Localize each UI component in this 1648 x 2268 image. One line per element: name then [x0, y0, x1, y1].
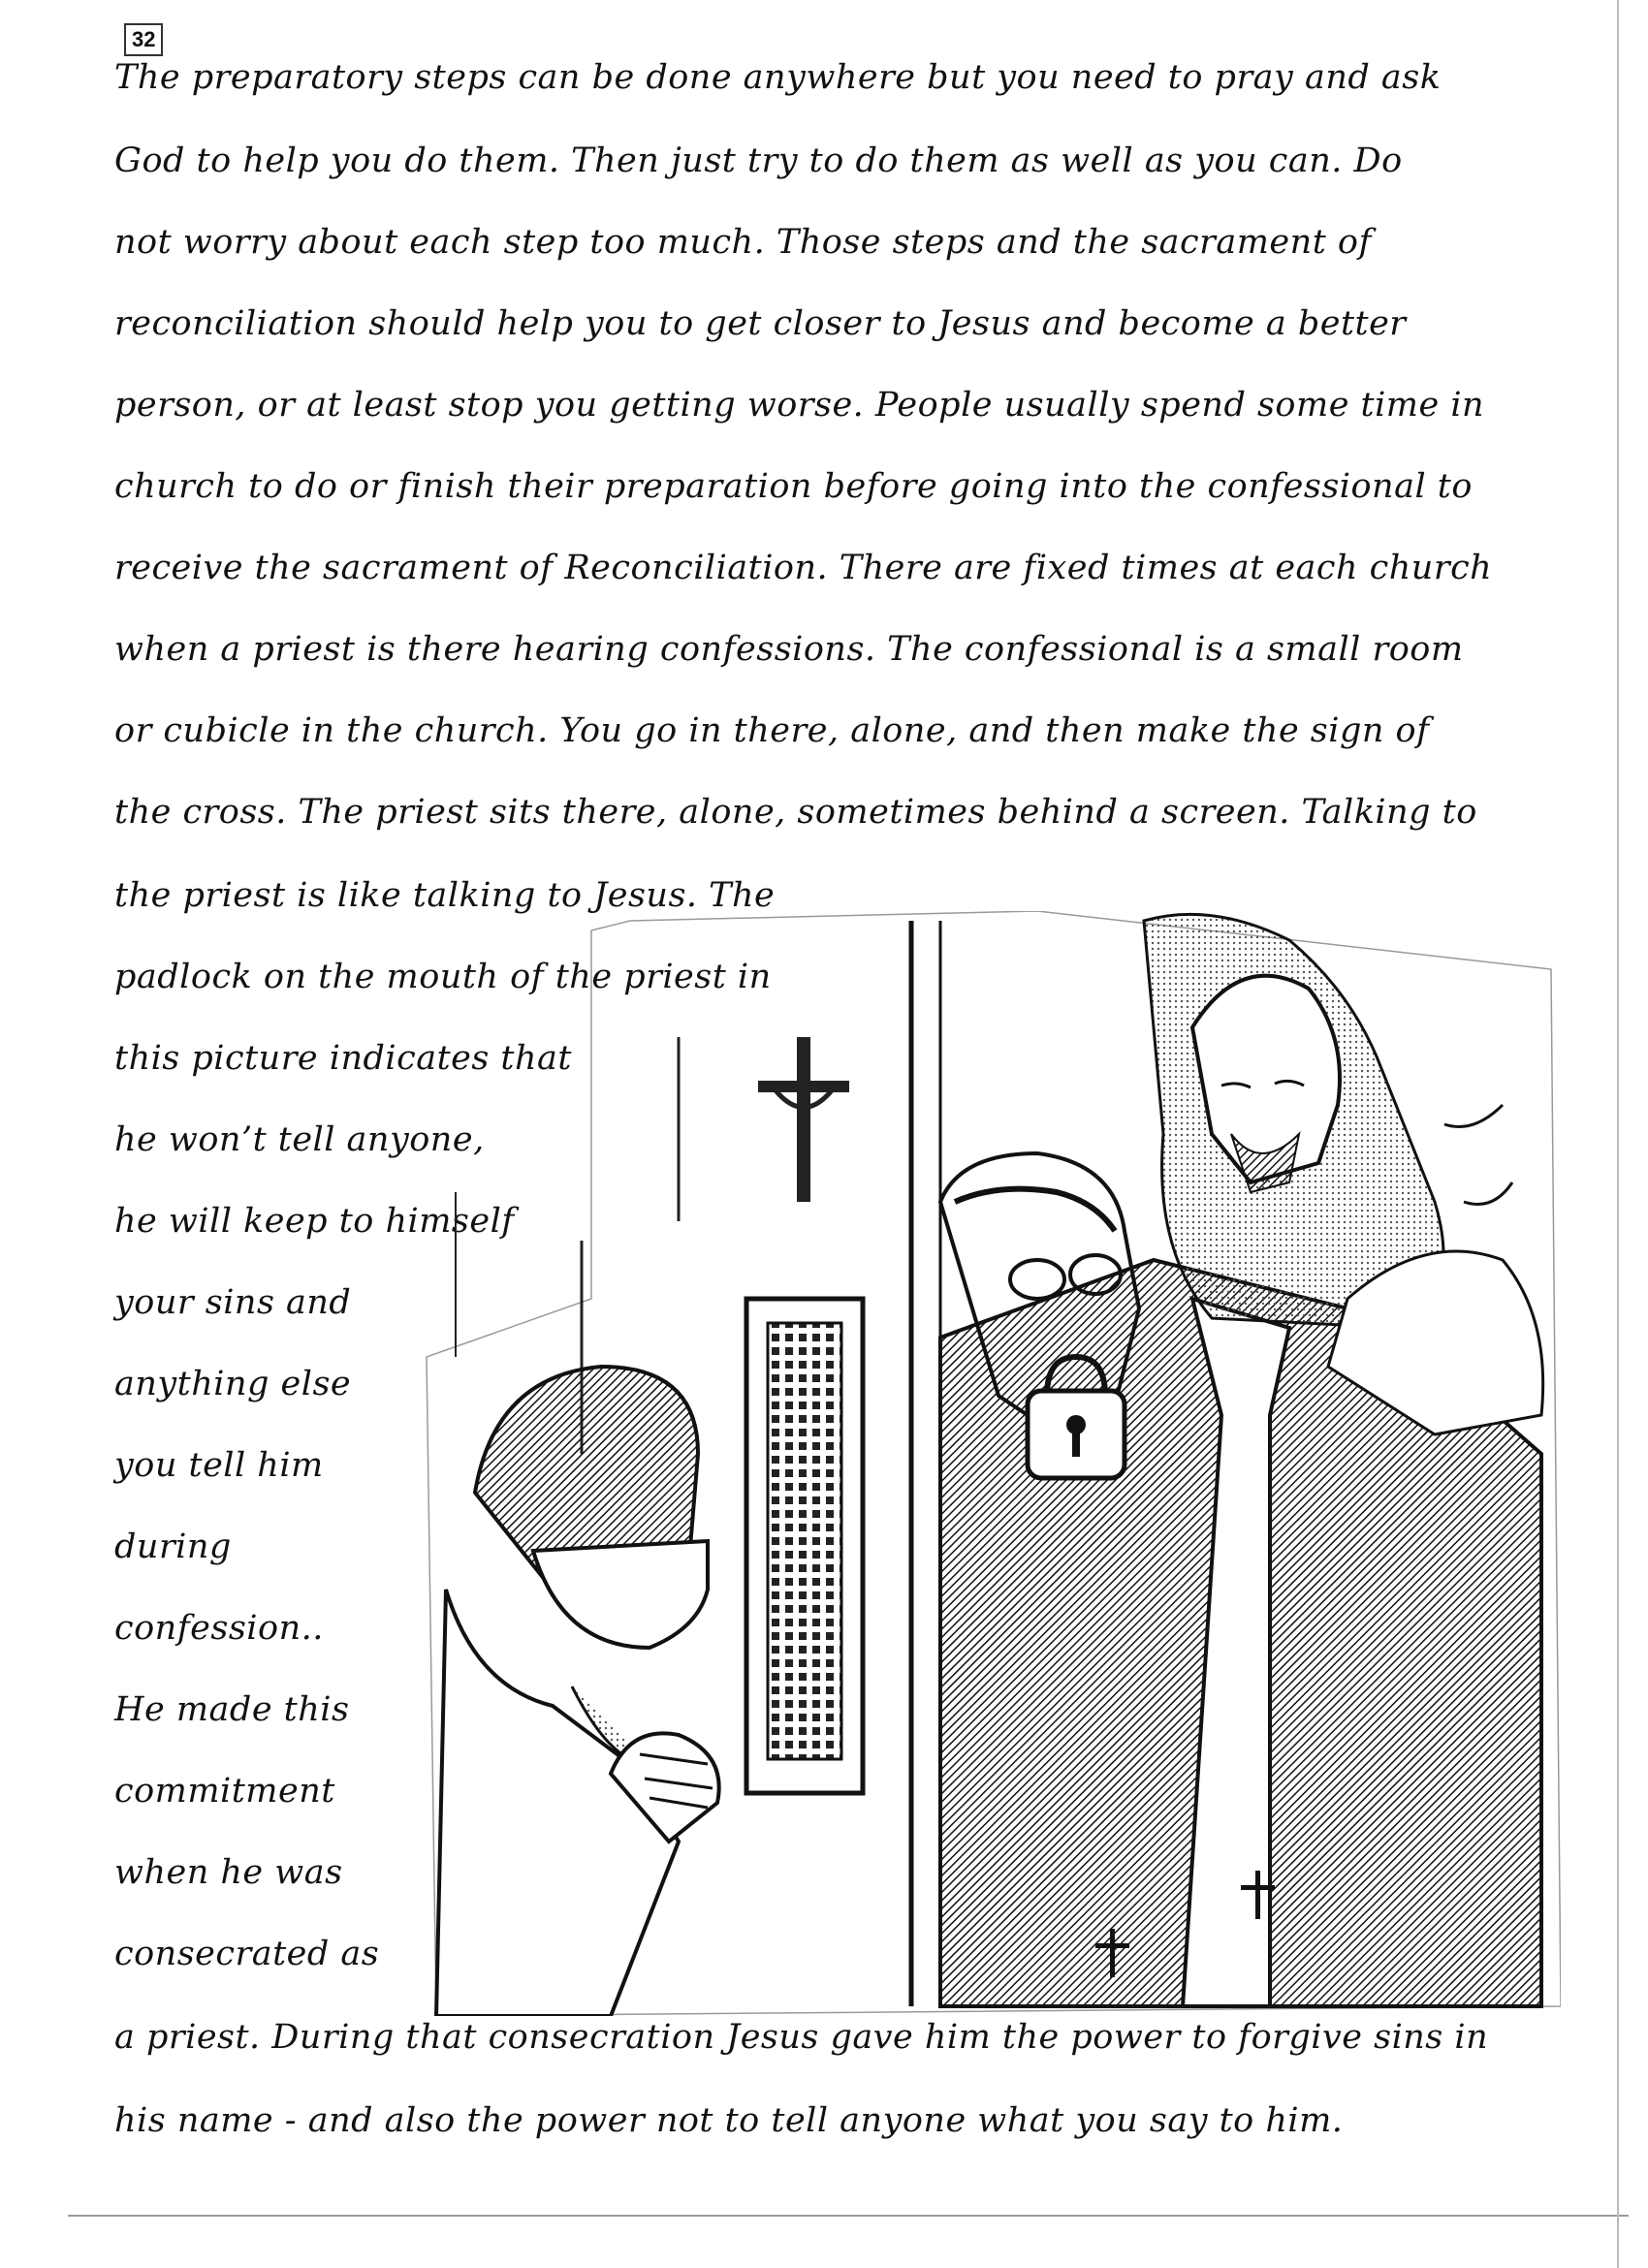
text-line: commitment — [114, 1772, 335, 1811]
text-line: The preparatory steps can be done anywhere but you need to pray and ask — [114, 58, 1442, 97]
text-line: consecrated as — [114, 1935, 380, 1973]
page-number: 32 — [124, 23, 163, 56]
text-line: God to help you do them. Then just try to do them as well as you can. Do — [114, 142, 1403, 180]
kneeling-penitent — [436, 1367, 719, 2016]
text-line: receive the sacrament of Reconciliation. There are fixed times at each church — [114, 549, 1493, 587]
text-line: anything else — [114, 1365, 352, 1403]
text-line: not worry about each step too much. Those steps and the sacrament of — [114, 223, 1372, 262]
text-line: your sins and — [114, 1283, 352, 1322]
text-line: church to do or finish their preparation before going into the confessional to — [114, 467, 1473, 506]
confessional-grille — [746, 1299, 863, 1793]
text-line: the cross. The priest sits there, alone, sometimes behind a screen. Talking to — [114, 793, 1477, 832]
text-line: confession.. — [114, 1609, 324, 1648]
text-line: this picture indicates that — [114, 1039, 572, 1078]
text-line: his name - and also the power not to tell anyone what you say to him. — [114, 2101, 1344, 2140]
text-line: He made this — [114, 1690, 350, 1729]
text-line: the priest is like talking to Jesus. The — [114, 876, 776, 915]
text-line: when a priest is there hearing confessions. The confessional is a small room — [114, 630, 1464, 669]
text-line: or cubicle in the church. You go in there, alone, and then make the sign of — [114, 711, 1430, 750]
text-line: a priest. During that consecration Jesus gave him the power to forgive sins in — [114, 2018, 1489, 2057]
crucifix-icon — [758, 1037, 849, 1202]
text-line: when he was — [114, 1853, 343, 1892]
page-edge-right — [1617, 0, 1619, 2268]
confession-illustration — [417, 911, 1561, 2016]
text-line: he will keep to himself — [114, 1202, 515, 1241]
text-line: you tell him — [114, 1446, 324, 1485]
text-line: padlock on the mouth of the priest in — [114, 958, 772, 996]
text-line: reconciliation should help you to get closer to Jesus and become a better — [114, 304, 1407, 343]
text-line: person, or at least stop you getting worse. People usually spend some time in — [114, 386, 1485, 425]
text-line: during — [114, 1528, 232, 1566]
page-edge-line — [68, 2215, 1629, 2217]
text-line: he won’t tell anyone, — [114, 1120, 485, 1159]
